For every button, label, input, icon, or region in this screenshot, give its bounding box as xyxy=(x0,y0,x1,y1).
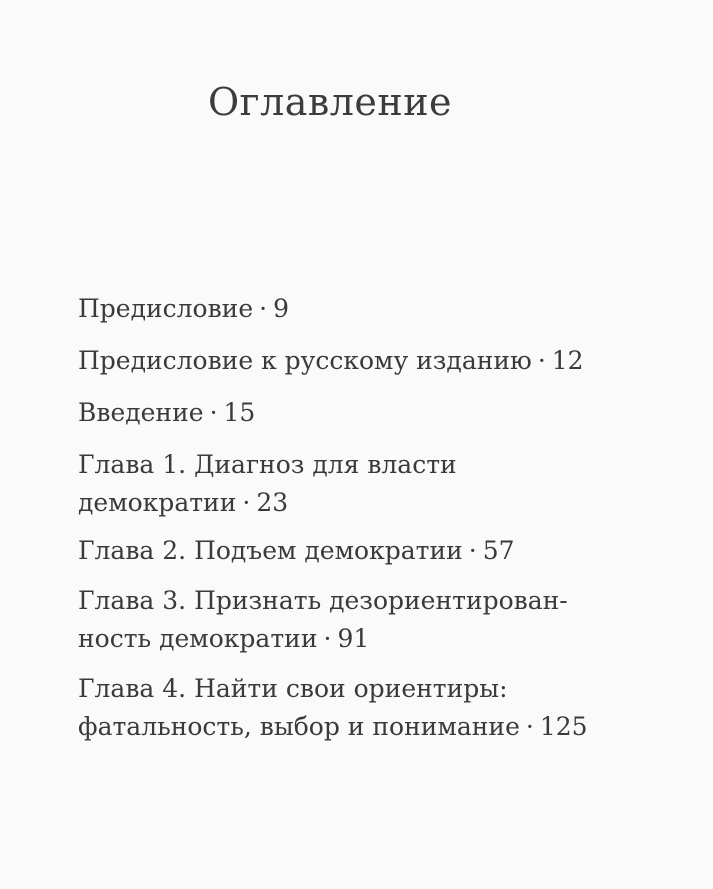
toc-entry-preface[interactable] xyxy=(78,290,678,328)
toc-entry-title-line-2: ность демократии xyxy=(78,624,318,653)
toc-page-number: 15 xyxy=(223,398,256,427)
toc-separator: · xyxy=(525,712,534,741)
toc-entry-title-line-1: Глава 3. Признать дезориентирован- xyxy=(78,586,568,615)
toc-separator: · xyxy=(468,536,477,565)
toc-page-number: 125 xyxy=(539,712,588,741)
toc-entry-chapter-4[interactable] xyxy=(78,670,678,746)
toc-page-number: 91 xyxy=(337,624,370,653)
toc-separator: · xyxy=(323,624,332,653)
toc-entry-title-line-2: демократии xyxy=(78,488,237,517)
toc-entry-title: Введение xyxy=(78,398,204,427)
toc-separator: · xyxy=(259,294,268,323)
toc-separator: · xyxy=(209,398,218,427)
toc-entry-title: Предисловие xyxy=(78,294,254,323)
toc-entry-preface-russian[interactable] xyxy=(78,342,678,380)
toc-separator: · xyxy=(242,488,251,517)
toc-entry-chapter-3[interactable] xyxy=(78,582,678,658)
toc-entry-title-line-2: фатальность, выбор и понимание xyxy=(78,712,520,741)
toc-page-number: 57 xyxy=(482,536,515,565)
toc-entry-chapter-2[interactable] xyxy=(78,532,678,570)
toc-page-number: 9 xyxy=(273,294,289,323)
toc-page-number: 12 xyxy=(551,346,584,375)
toc-entry-title-line-1: Глава 1. Диагноз для власти xyxy=(78,450,457,479)
toc-entry-title: Глава 2. Подъем демократии xyxy=(78,536,463,565)
page-title: Оглавление xyxy=(208,80,453,124)
toc-entry-chapter-1[interactable] xyxy=(78,446,678,522)
toc-entry-title-line-1: Глава 4. Найти свои ориентиры: xyxy=(78,674,508,703)
toc-entry-title: Предисловие к русскому изданию xyxy=(78,346,532,375)
toc-separator: · xyxy=(537,346,546,375)
toc-page-number: 23 xyxy=(256,488,289,517)
table-of-contents xyxy=(78,290,678,746)
toc-entry-introduction[interactable] xyxy=(78,394,678,432)
